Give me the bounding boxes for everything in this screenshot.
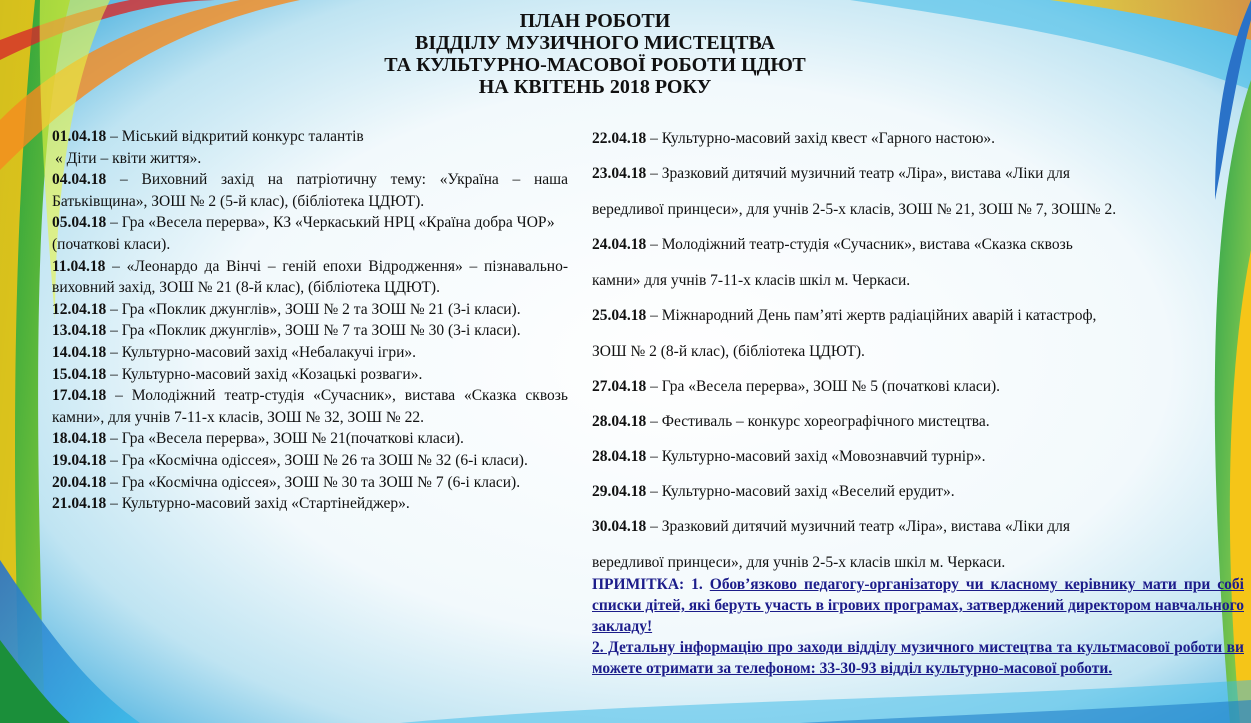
schedule-entry: [592, 516, 1244, 574]
entry-text: – Виховний захід на патріотичну тему: «Україна – наша Батьківщина», ЗОШ № 2 (5-й клас), (бібліотека ЦДЮТ).: [52, 171, 568, 210]
entry-date: 28.04.18: [592, 413, 647, 430]
schedule-entry: [592, 481, 1244, 503]
schedule-entry: [52, 450, 568, 472]
schedule-entry: [592, 446, 1244, 468]
right-schedule-column: [592, 128, 1244, 679]
entry-text: – Культурно-масовий захід «Небалакучі ігри».: [106, 343, 417, 361]
entry-text: – Гра «Поклик джунглів», ЗОШ № 7 та ЗОШ № 30 (3-і класи).: [106, 322, 521, 340]
entry-date: 17.04.18: [52, 387, 107, 405]
schedule-entry: [52, 169, 568, 212]
schedule-entry: [592, 376, 1244, 398]
entry-text: – Культурно-масовий захід «Мовознавчий турнір».: [646, 448, 986, 465]
entry-date: 04.04.18: [52, 171, 107, 189]
entry-text-continued: « Діти – квіти життя».: [55, 149, 202, 167]
title-line-1: ПЛАН РОБОТИ: [519, 10, 671, 32]
entry-text: – «Леонардо да Вінчі – геній епохи Відродження» – пізнавально-виховний захід, ЗОШ № 21 (8-й клас), (бібліотека ЦДЮТ).: [52, 257, 568, 297]
schedule-entry: [52, 212, 568, 255]
entry-text: – Зразковий дитячий музичний театр «Ліра», вистава «Ліки для: [646, 165, 1071, 182]
entry-text: – Гра «Весела перерва», ЗОШ № 21(початкові класи).: [106, 430, 464, 448]
entry-text: – Гра «Поклик джунглів», ЗОШ № 2 та ЗОШ № 21 (3-і класи).: [106, 300, 521, 318]
entry-date: 11.04.18: [52, 257, 106, 275]
schedule-entry: [592, 128, 1244, 150]
schedule-entry: [52, 320, 568, 342]
entry-date: 19.04.18: [52, 451, 107, 469]
entry-date: 15.04.18: [52, 365, 107, 383]
entry-date: 25.04.18: [592, 307, 647, 324]
schedule-entry: [52, 472, 568, 494]
entry-date: 21.04.18: [52, 495, 107, 513]
entry-text-continued: вередливої принцеси», для учнів 2-5-х класів, ЗОШ № 21, ЗОШ № 7, ЗОШ№ 2.: [592, 201, 1117, 218]
schedule-entry: [52, 256, 568, 299]
entry-text: – Гра «Космічна одіссея», ЗОШ № 26 та ЗОШ № 32 (6-і класи).: [106, 451, 528, 469]
entry-text: – Культурно-масовий захід «Веселий ерудит».: [646, 483, 955, 500]
schedule-entry: [592, 234, 1244, 292]
entry-text: – Культурно-масовий захід «Стартінейджер».: [106, 495, 410, 513]
schedule-entry: [52, 342, 568, 364]
entry-text: – Зразковий дитячий музичний театр «Ліра», вистава «Ліки для: [646, 518, 1071, 535]
entry-text: – Молодіжний театр-студія «Сучасник», вистава «Сказка сквозь камни», для учнів 7-11-х класів, ЗОШ № 32, ЗОШ № 22.: [52, 387, 568, 426]
entry-text: – Міжнародний День пам’яті жертв радіаційних аварій і катастроф,: [646, 307, 1097, 324]
title-line-2: ВІДДІЛУ МУЗИЧНОГО МИСТЕЦТВА: [415, 32, 775, 54]
note-block: [592, 574, 1244, 679]
schedule-entry: [52, 126, 568, 169]
left-schedule-column: [52, 126, 568, 515]
entry-date: 30.04.18: [592, 518, 647, 535]
schedule-entry: [592, 163, 1244, 221]
entry-text: – Гра «Весела перерва», ЗОШ № 5 (початкові класи).: [646, 378, 1001, 395]
page-title: [300, 10, 890, 98]
schedule-entry: [52, 385, 568, 428]
entry-text: – Культурно-масовий захід «Козацькі розваги».: [106, 365, 423, 383]
entry-date: 28.04.18: [592, 448, 647, 465]
schedule-entry: [52, 299, 568, 321]
entry-text-continued: ЗОШ № 2 (8-й клас), (бібліотека ЦДЮТ).: [592, 343, 865, 360]
schedule-entry: [52, 364, 568, 386]
note-item-1: Обов’язково педагогу-організатору чи класному керівнику мати при собі списки дітей, які беруть участь в ігрових програмах, затверджений директором навчального закладу!: [592, 576, 1244, 635]
schedule-entry: [592, 411, 1244, 433]
entry-date: 27.04.18: [592, 378, 647, 395]
entry-date: 29.04.18: [592, 483, 647, 500]
entry-date: 22.04.18: [592, 130, 647, 147]
title-line-4: НА КВІТЕНЬ 2018 РОКУ: [478, 76, 712, 98]
entry-text-continued: камни» для учнів 7-11-х класів шкіл м. Черкаси.: [592, 272, 911, 289]
entry-text: – Гра «Весела перерва», КЗ «Черкаський НРЦ «Країна добра ЧОР» (початкові класи).: [52, 214, 555, 253]
entry-date: 05.04.18: [52, 214, 107, 232]
entry-date: 13.04.18: [52, 322, 107, 340]
entry-text: – Гра «Космічна одіссея», ЗОШ № 30 та ЗОШ № 7 (6-і класи).: [106, 473, 521, 491]
entry-date: 24.04.18: [592, 236, 647, 253]
entry-date: 01.04.18: [52, 128, 107, 145]
title-line-3: ТА КУЛЬТУРНО-МАСОВОЇ РОБОТИ ЦДЮТ: [384, 54, 806, 76]
entry-text: – Культурно-масовий захід квест «Гарного настою».: [646, 130, 996, 147]
entry-text: – Міський відкритий конкурс талантів: [106, 128, 364, 145]
schedule-entry: [52, 493, 568, 515]
entry-date: 12.04.18: [52, 300, 107, 318]
entry-date: 18.04.18: [52, 430, 107, 448]
schedule-entry: [592, 305, 1244, 363]
entry-date: 20.04.18: [52, 473, 107, 491]
entry-date: 23.04.18: [592, 165, 647, 182]
entry-date: 14.04.18: [52, 343, 107, 361]
entry-text: – Молодіжний театр-студія «Сучасник», вистава «Сказка сквозь: [646, 236, 1073, 253]
entry-text-continued: вередливої принцеси», для учнів 2-5-х класів шкіл м. Черкаси.: [592, 554, 1006, 571]
schedule-entry: [52, 428, 568, 450]
note-label: ПРИМІТКА: 1.: [592, 576, 710, 593]
note-item-2: 2. Детальну інформацію про заходи відділу музичного мистецтва та культмасової роботи ви можете отримати за телефоном: 33-30-93 відділ культурно-масової роботи.: [592, 639, 1244, 677]
entry-text: – Фестиваль – конкурс хореографічного мистецтва.: [646, 413, 990, 430]
